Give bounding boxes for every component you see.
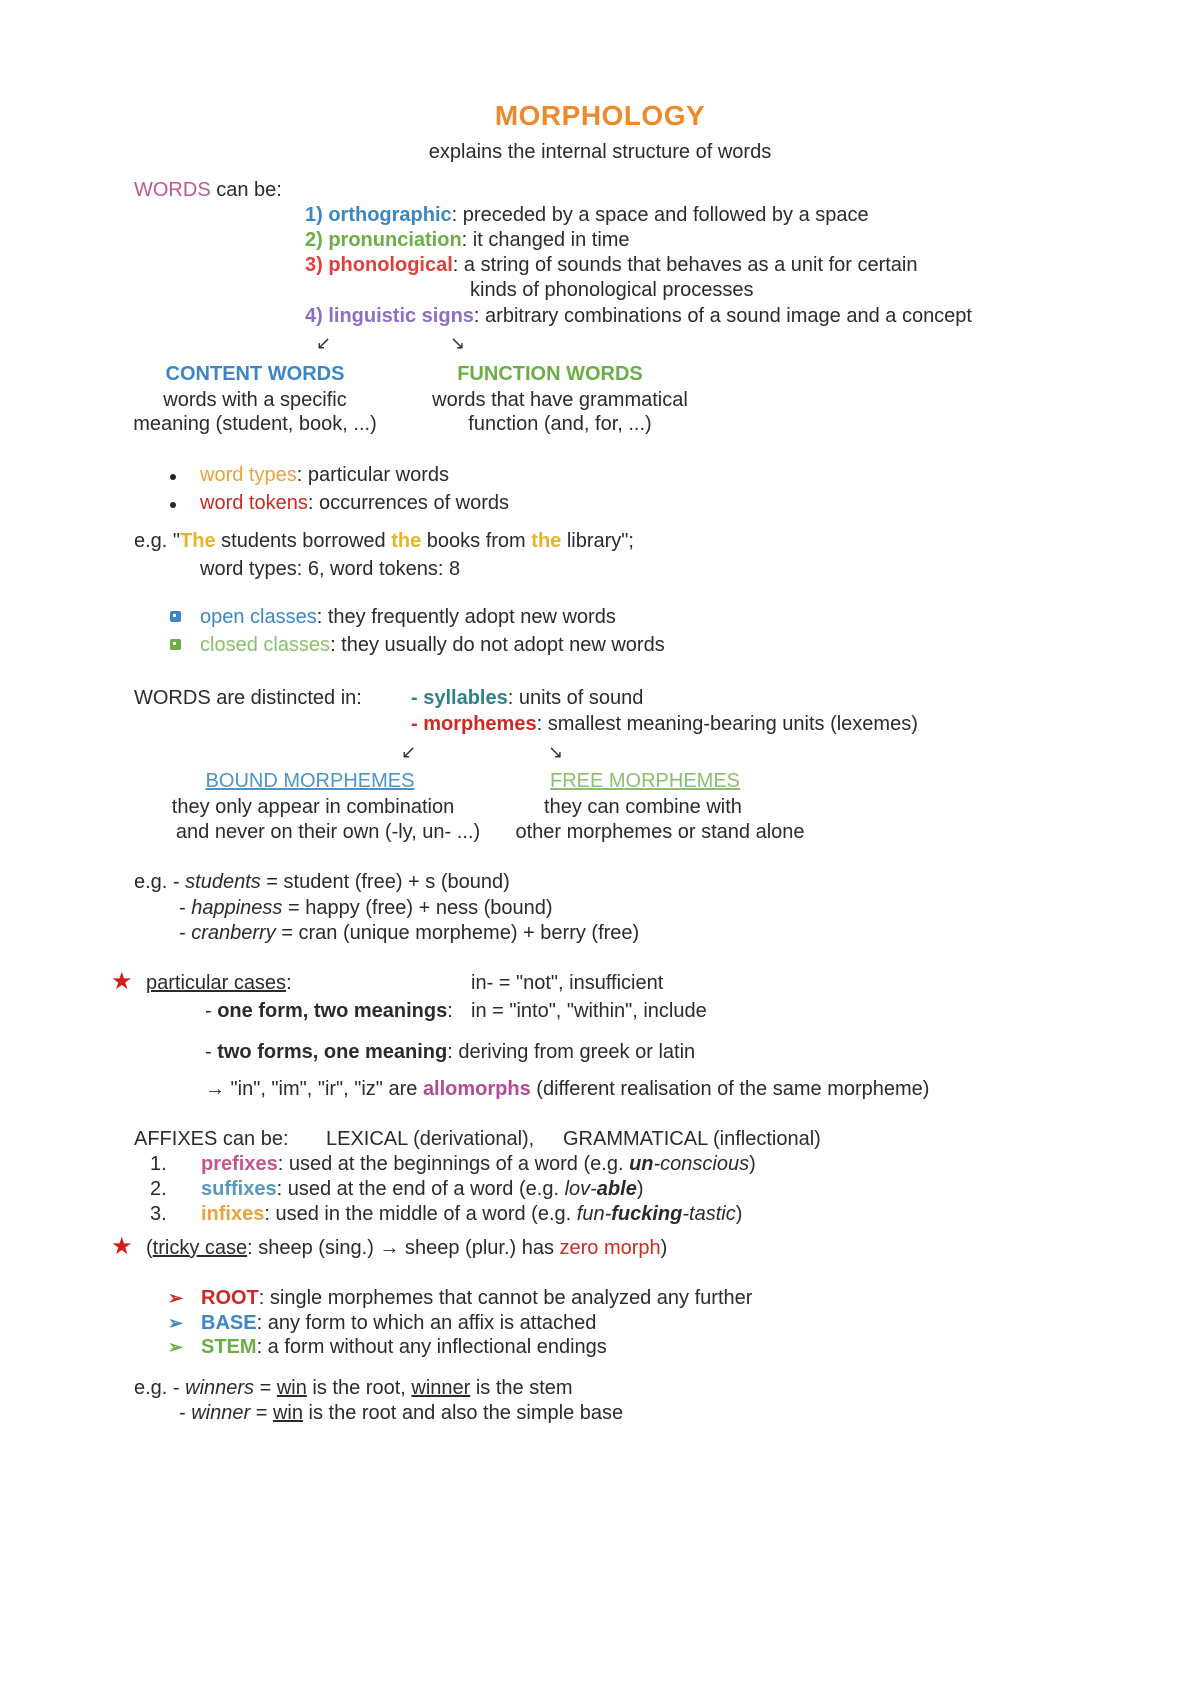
syllables-def: : units of sound bbox=[507, 687, 644, 709]
word-def-label: 2) pronunciation bbox=[305, 229, 462, 251]
morpheme-example bbox=[179, 896, 553, 920]
allomorphs-def: (different realisation of the same morpheme) bbox=[530, 1078, 930, 1100]
affix-example: fun- bbox=[576, 1203, 612, 1225]
particular-cases-label bbox=[146, 971, 292, 995]
function-words-line: function (and, for, ...) bbox=[468, 413, 652, 435]
example-text: = student (free) + s (bound) bbox=[260, 871, 510, 893]
dash: - bbox=[411, 713, 424, 735]
word-types-term: word types bbox=[200, 464, 297, 486]
bound-morphemes-heading: BOUND MORPHEMES bbox=[205, 770, 415, 792]
affix-term: prefixes bbox=[201, 1153, 278, 1175]
free-morphemes-heading: FREE MORPHEMES bbox=[549, 770, 741, 792]
equals: = bbox=[254, 1377, 277, 1399]
bound-morphemes-line: and never on their own (-ly, un- ...) bbox=[175, 821, 481, 843]
arrow-down-right-icon: ↘ bbox=[450, 333, 466, 353]
morphemes-term: morphemes bbox=[423, 713, 537, 735]
word-def-label: 3) phonological bbox=[305, 254, 453, 276]
morphemes-item bbox=[411, 712, 918, 736]
highlight-the: the bbox=[391, 530, 422, 552]
base-item bbox=[201, 1311, 596, 1335]
affix-example-bold: un bbox=[629, 1153, 654, 1175]
affix-def: : used at the end of a word (e.g. bbox=[276, 1178, 565, 1200]
tricky-case-text: : sheep (sing.) → sheep (plur.) has bbox=[247, 1237, 560, 1259]
dash: - bbox=[205, 1000, 218, 1022]
tricky-case-term: tricky case bbox=[152, 1237, 248, 1259]
affix-prefixes bbox=[201, 1152, 756, 1176]
equals: = bbox=[250, 1402, 273, 1424]
word-def-1 bbox=[305, 203, 869, 227]
arrow-down-right-icon: ↘ bbox=[548, 742, 564, 762]
example-prefix: - bbox=[179, 1402, 192, 1424]
example-count: word types: 6, word tokens: 8 bbox=[200, 558, 461, 580]
example-prefix: e.g. " bbox=[134, 530, 181, 552]
page-subtitle: explains the internal structure of words bbox=[428, 141, 772, 163]
word-tokens-def: : occurrences of words bbox=[307, 492, 510, 514]
word-types-item bbox=[200, 463, 449, 487]
affixes-grammatical: GRAMMATICAL (inflectional) bbox=[563, 1128, 821, 1150]
example-word: happiness bbox=[191, 897, 283, 919]
affix-def: : used in the middle of a word (e.g. bbox=[264, 1203, 577, 1225]
closed-classes-term: closed classes bbox=[200, 634, 331, 656]
affix-example: -conscious bbox=[653, 1153, 750, 1175]
stem-term: STEM bbox=[201, 1336, 257, 1358]
paren: ) bbox=[735, 1203, 743, 1225]
zero-morph-term: zero morph bbox=[559, 1237, 661, 1259]
example-root: win bbox=[272, 1402, 303, 1424]
root-stem-example bbox=[179, 1401, 623, 1425]
example-text: = happy (free) + ness (bound) bbox=[282, 897, 553, 919]
arrow-down-left-icon: ↙ bbox=[316, 333, 332, 353]
paren: ) bbox=[660, 1237, 668, 1259]
root-item bbox=[201, 1286, 752, 1310]
one-form-two-meanings bbox=[205, 999, 453, 1023]
content-words-heading: CONTENT WORDS bbox=[165, 363, 345, 385]
content-words-line: words with a specific bbox=[163, 389, 347, 411]
example-text: library"; bbox=[561, 530, 634, 552]
two-forms-one-meaning bbox=[205, 1040, 695, 1064]
particular-cases-term: particular cases bbox=[146, 972, 287, 994]
affix-term: infixes bbox=[201, 1203, 265, 1225]
dash: - bbox=[205, 1041, 218, 1063]
paren: ) bbox=[749, 1153, 756, 1175]
star-icon: ★ bbox=[111, 968, 133, 995]
affix-suffixes bbox=[201, 1177, 644, 1201]
root-stem-example bbox=[134, 1376, 573, 1400]
affix-example: lov- bbox=[564, 1178, 597, 1200]
base-term: BASE bbox=[201, 1312, 257, 1334]
stem-item bbox=[201, 1335, 607, 1359]
page-title: MORPHOLOGY bbox=[494, 100, 706, 131]
root-term: ROOT bbox=[201, 1287, 259, 1309]
example-word: winners bbox=[185, 1377, 255, 1399]
word-tokens-term: word tokens bbox=[200, 492, 308, 514]
word-def-text: : preceded by a space and followed by a space bbox=[451, 204, 869, 226]
allomorphs-term: allomorphs bbox=[422, 1078, 531, 1100]
example-root: win bbox=[276, 1377, 307, 1399]
one-form-two-meanings-term: one form, two meanings bbox=[217, 1000, 448, 1022]
open-classes-def: : they frequently adopt new words bbox=[316, 606, 616, 628]
affix-example-bold: able bbox=[596, 1178, 637, 1200]
morpheme-example bbox=[179, 921, 639, 945]
example-word: students bbox=[185, 871, 261, 893]
paren: ( bbox=[146, 1237, 153, 1259]
words-keyword: WORDS bbox=[134, 179, 211, 201]
bound-morphemes-line: they only appear in combination bbox=[171, 796, 455, 818]
arrowhead-icon: ➢ bbox=[168, 1313, 184, 1333]
words-intro-rest: can be: bbox=[210, 179, 282, 201]
square-bullet-icon bbox=[170, 611, 181, 622]
affix-example-bold: fucking bbox=[611, 1203, 683, 1225]
particular-right-1: in- = "not", insufficient bbox=[471, 972, 664, 994]
affix-example: -tastic bbox=[682, 1203, 736, 1225]
example-text: is the root and also the simple base bbox=[302, 1402, 624, 1424]
highlight-the: The bbox=[180, 530, 216, 552]
example-word: winner bbox=[191, 1402, 251, 1424]
word-def-label: 1) orthographic bbox=[305, 204, 452, 226]
affix-def: : used at the beginnings of a word (e.g. bbox=[277, 1153, 630, 1175]
example-text: is the stem bbox=[470, 1377, 573, 1399]
free-morphemes-line: they can combine with bbox=[544, 796, 742, 818]
colon: : bbox=[447, 1000, 453, 1022]
affix-number: 2. bbox=[150, 1178, 167, 1200]
example-stem: winner bbox=[411, 1377, 471, 1399]
paren: ) bbox=[636, 1178, 644, 1200]
word-types-def: : particular words bbox=[296, 464, 449, 486]
root-def: : single morphemes that cannot be analyzed any further bbox=[258, 1287, 753, 1309]
dash: - bbox=[411, 687, 424, 709]
word-def-text: : it changed in time bbox=[461, 229, 630, 251]
word-def-3-continued: kinds of phonological processes bbox=[470, 279, 754, 301]
closed-classes-def: : they usually do not adopt new words bbox=[330, 634, 665, 656]
word-def-3 bbox=[305, 253, 918, 277]
morphemes-def: : smallest meaning-bearing units (lexemes) bbox=[536, 713, 918, 735]
particular-right-2: in = "into", "within", include bbox=[471, 1000, 707, 1022]
example-sentence bbox=[134, 529, 634, 553]
allomorphs-line bbox=[205, 1077, 929, 1101]
example-prefix: - bbox=[179, 897, 192, 919]
syllables-item bbox=[411, 686, 643, 710]
word-def-4 bbox=[305, 304, 972, 328]
arrowhead-icon: ➢ bbox=[168, 1288, 184, 1308]
word-def-text: : arbitrary combinations of a sound image and a concept bbox=[473, 305, 972, 327]
affix-number: 3. bbox=[150, 1203, 167, 1225]
free-morphemes-line: other morphemes or stand alone bbox=[515, 821, 805, 843]
affix-infixes bbox=[201, 1202, 742, 1226]
function-words-heading: FUNCTION WORDS bbox=[457, 363, 643, 385]
distinct-lead: WORDS are distincted in: bbox=[134, 687, 362, 709]
affixes-lead: AFFIXES can be: bbox=[134, 1128, 289, 1150]
arrow-down-left-icon: ↙ bbox=[401, 742, 417, 762]
word-def-2 bbox=[305, 228, 630, 252]
bullet-icon bbox=[170, 474, 176, 480]
arrowhead-icon: ➢ bbox=[168, 1337, 184, 1357]
two-forms-one-meaning-term: two forms, one meaning bbox=[217, 1041, 448, 1063]
example-prefix: e.g. - bbox=[134, 871, 186, 893]
highlight-the: the bbox=[531, 530, 562, 552]
open-classes-item bbox=[200, 605, 616, 629]
morpheme-example bbox=[134, 870, 510, 894]
closed-classes-item bbox=[200, 633, 665, 657]
example-text: = cran (unique morpheme) + berry (free) bbox=[275, 922, 640, 944]
words-intro bbox=[134, 178, 282, 202]
word-tokens-item bbox=[200, 491, 509, 515]
colon: : bbox=[286, 972, 292, 994]
word-def-text: : a string of sounds that behaves as a unit for certain bbox=[452, 254, 918, 276]
affixes-lexical: LEXICAL (derivational), bbox=[326, 1128, 535, 1150]
affix-number: 1. bbox=[150, 1153, 167, 1175]
tricky-case bbox=[146, 1236, 667, 1260]
allomorphs-prefix: → "in", "im", "ir", "iz" are bbox=[205, 1078, 423, 1100]
content-words-line: meaning (student, book, ...) bbox=[133, 413, 377, 435]
example-word: cranberry bbox=[191, 922, 276, 944]
function-words-line: words that have grammatical bbox=[432, 389, 688, 411]
bullet-icon bbox=[170, 502, 176, 508]
example-text: is the root, bbox=[306, 1377, 412, 1399]
example-prefix: e.g. - bbox=[134, 1377, 186, 1399]
word-def-label: 4) linguistic signs bbox=[305, 305, 474, 327]
example-text: books from bbox=[421, 530, 532, 552]
star-icon: ★ bbox=[111, 1233, 133, 1260]
square-bullet-icon bbox=[170, 639, 181, 650]
open-classes-term: open classes bbox=[200, 606, 317, 628]
stem-def: : a form without any inflectional endings bbox=[256, 1336, 607, 1358]
example-prefix: - bbox=[179, 922, 192, 944]
base-def: : any form to which an affix is attached bbox=[256, 1312, 597, 1334]
syllables-term: syllables bbox=[423, 687, 508, 709]
example-text: students borrowed bbox=[215, 530, 392, 552]
two-forms-one-meaning-def: : deriving from greek or latin bbox=[447, 1041, 696, 1063]
affix-term: suffixes bbox=[201, 1178, 277, 1200]
